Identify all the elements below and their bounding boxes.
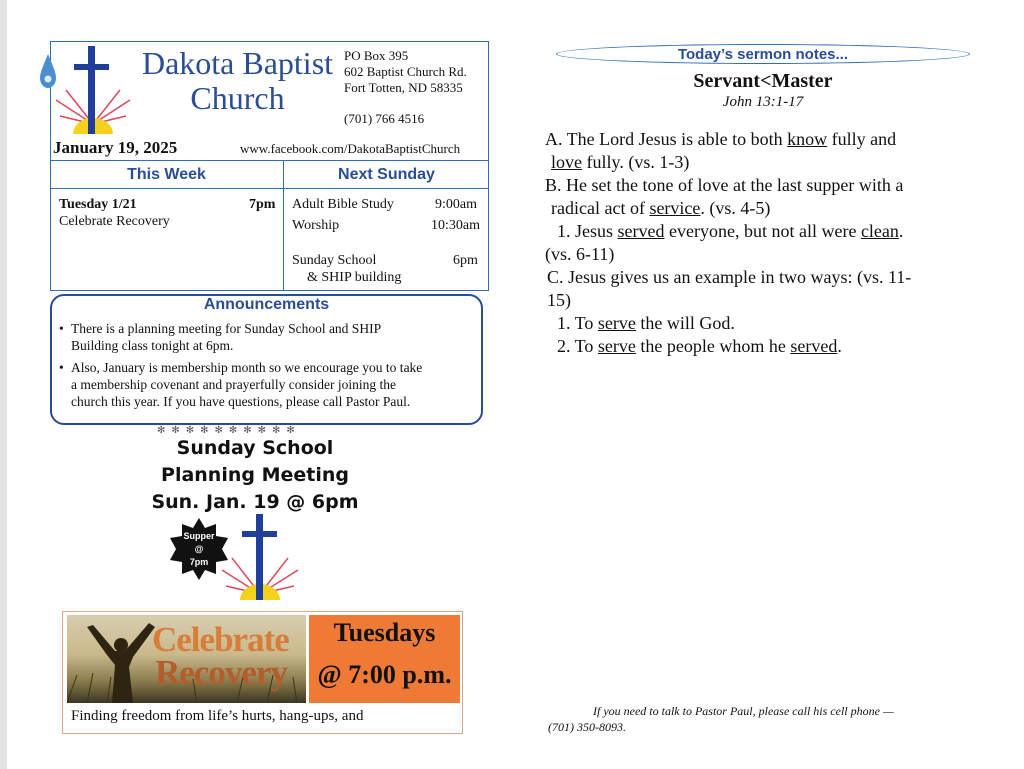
badge-line: Supper <box>183 531 215 541</box>
announcement-line: There is a planning meeting for Sunday School and SHIP <box>71 321 382 336</box>
sermon-point-a <box>545 128 896 151</box>
note-text: . (vs. 4-5) <box>700 198 771 218</box>
celebrate-word: Celebrate <box>152 620 289 659</box>
next-sunday-event: Worship <box>292 218 340 233</box>
pastor-contact-note <box>548 703 968 735</box>
note-text: 1. Jesus <box>557 221 618 241</box>
next-sunday-heading: Next Sunday <box>338 166 435 183</box>
poster-line3: Sun. Jan. 19 @ 6pm <box>151 491 359 513</box>
note-text: the people whom he <box>635 336 791 356</box>
page-left-edge <box>0 0 7 769</box>
footer-line: If you need to talk to Pastor Paul, please call his cell phone — <box>593 704 894 718</box>
note-underline: served <box>790 336 838 356</box>
this-week-day: Tuesday 1/21 <box>59 197 137 212</box>
cross-sunrise-icon <box>212 514 308 602</box>
note-text: fully. (vs. 1-3) <box>582 152 690 172</box>
note-underline: love <box>551 152 582 172</box>
next-sunday-time: 6pm <box>453 253 478 268</box>
sermon-point-b-cont <box>551 197 770 220</box>
poster-line2: Planning Meeting <box>161 464 349 486</box>
celebrate-caption: Finding freedom from life’s hurts, hang-ups, and <box>71 708 364 724</box>
note-text: fully and <box>827 129 897 149</box>
footer-phone: (701) 350-8093. <box>548 720 626 734</box>
announcement-line: Building class tonight at 6pm. <box>71 338 234 353</box>
announcement-line: church this year. If you have questions, please call Pastor Paul. <box>71 394 411 409</box>
bulletin-date: January 19, 2025 <box>53 138 178 157</box>
note-text: . <box>837 336 842 356</box>
bullet-icon: • <box>59 321 64 336</box>
sermon-point-a-cont <box>551 151 689 174</box>
note-text: radical act of <box>551 198 650 218</box>
note-underline: know <box>787 129 828 149</box>
address-line1: PO Box 395 <box>344 48 409 63</box>
badge-line: 7pm <box>189 557 209 567</box>
sermon-title: Servant<Master <box>693 70 833 92</box>
drop-icon <box>40 54 56 88</box>
address-line3: Fort Totten, ND 58335 <box>344 80 463 95</box>
note-underline: service <box>649 198 701 218</box>
sermon-header: Today’s sermon notes... <box>677 46 849 63</box>
sermon-point-b1 <box>557 220 903 243</box>
note-underline: clean <box>860 221 899 241</box>
sermon-point-b1-cont: (vs. 6-11) <box>545 244 615 264</box>
note-text: everyone, but not all were <box>664 221 861 241</box>
note-text: the will God. <box>635 313 735 333</box>
church-name <box>135 46 340 116</box>
next-sunday-event: Sunday School <box>292 253 377 268</box>
next-sunday-time: 9:00am <box>435 197 477 212</box>
sermon-point-c: C. Jesus gives us an example in two ways: (vs. 11- <box>547 267 912 287</box>
bullet-icon: • <box>59 360 64 375</box>
badge-line: @ <box>194 544 204 554</box>
poster-line1: Sunday School <box>176 437 334 459</box>
cross-sunrise-logo <box>38 44 138 136</box>
this-week-event: Celebrate Recovery <box>59 214 170 229</box>
sermon-point-c1 <box>557 312 735 335</box>
note-text: . <box>898 221 904 241</box>
celebrate-time: @ 7:00 p.m. <box>317 660 452 689</box>
sermon-point-c-cont: 15) <box>547 290 571 310</box>
this-week-heading: This Week <box>127 166 206 183</box>
facebook-link[interactable]: www.facebook.com/DakotaBaptistChurch <box>240 141 461 156</box>
note-underline: serve <box>597 313 636 333</box>
this-week-time: 7pm <box>249 197 276 212</box>
announcement-line: a membership covenant and prayerfully consider joining the <box>71 377 397 392</box>
recovery-word: Recovery <box>155 653 287 692</box>
divider <box>50 160 489 161</box>
phone-number: (701) 766 4516 <box>344 111 425 126</box>
address-line2: 602 Baptist Church Rd. <box>344 64 467 79</box>
sermon-point-b: B. He set the tone of love at the last supper with a <box>545 175 904 195</box>
note-underline: served <box>617 221 665 241</box>
note-text: 1. To <box>557 313 598 333</box>
sermon-reference: John 13:1-17 <box>722 94 804 110</box>
announcements-title: Announcements <box>203 296 330 313</box>
divider <box>50 188 489 189</box>
church-name-line1: Dakota Baptist <box>141 45 334 81</box>
announcement-line: Also, January is membership month so we encourage you to take <box>71 360 423 375</box>
next-sunday-event-line2: & SHIP building <box>307 270 402 285</box>
flower-divider-icon: ✻✻✻✻✻✻✻✻✻✻ <box>157 425 301 436</box>
note-underline: serve <box>597 336 636 356</box>
celebrate-day: Tuesdays <box>333 618 436 647</box>
note-text: 2. To <box>557 336 598 356</box>
sermon-point-c2 <box>557 335 842 358</box>
note-text: A. The Lord Jesus is able to both <box>545 129 788 149</box>
next-sunday-event: Adult Bible Study <box>292 197 394 212</box>
next-sunday-time: 10:30am <box>431 218 480 233</box>
church-name-line2: Church <box>190 80 285 116</box>
